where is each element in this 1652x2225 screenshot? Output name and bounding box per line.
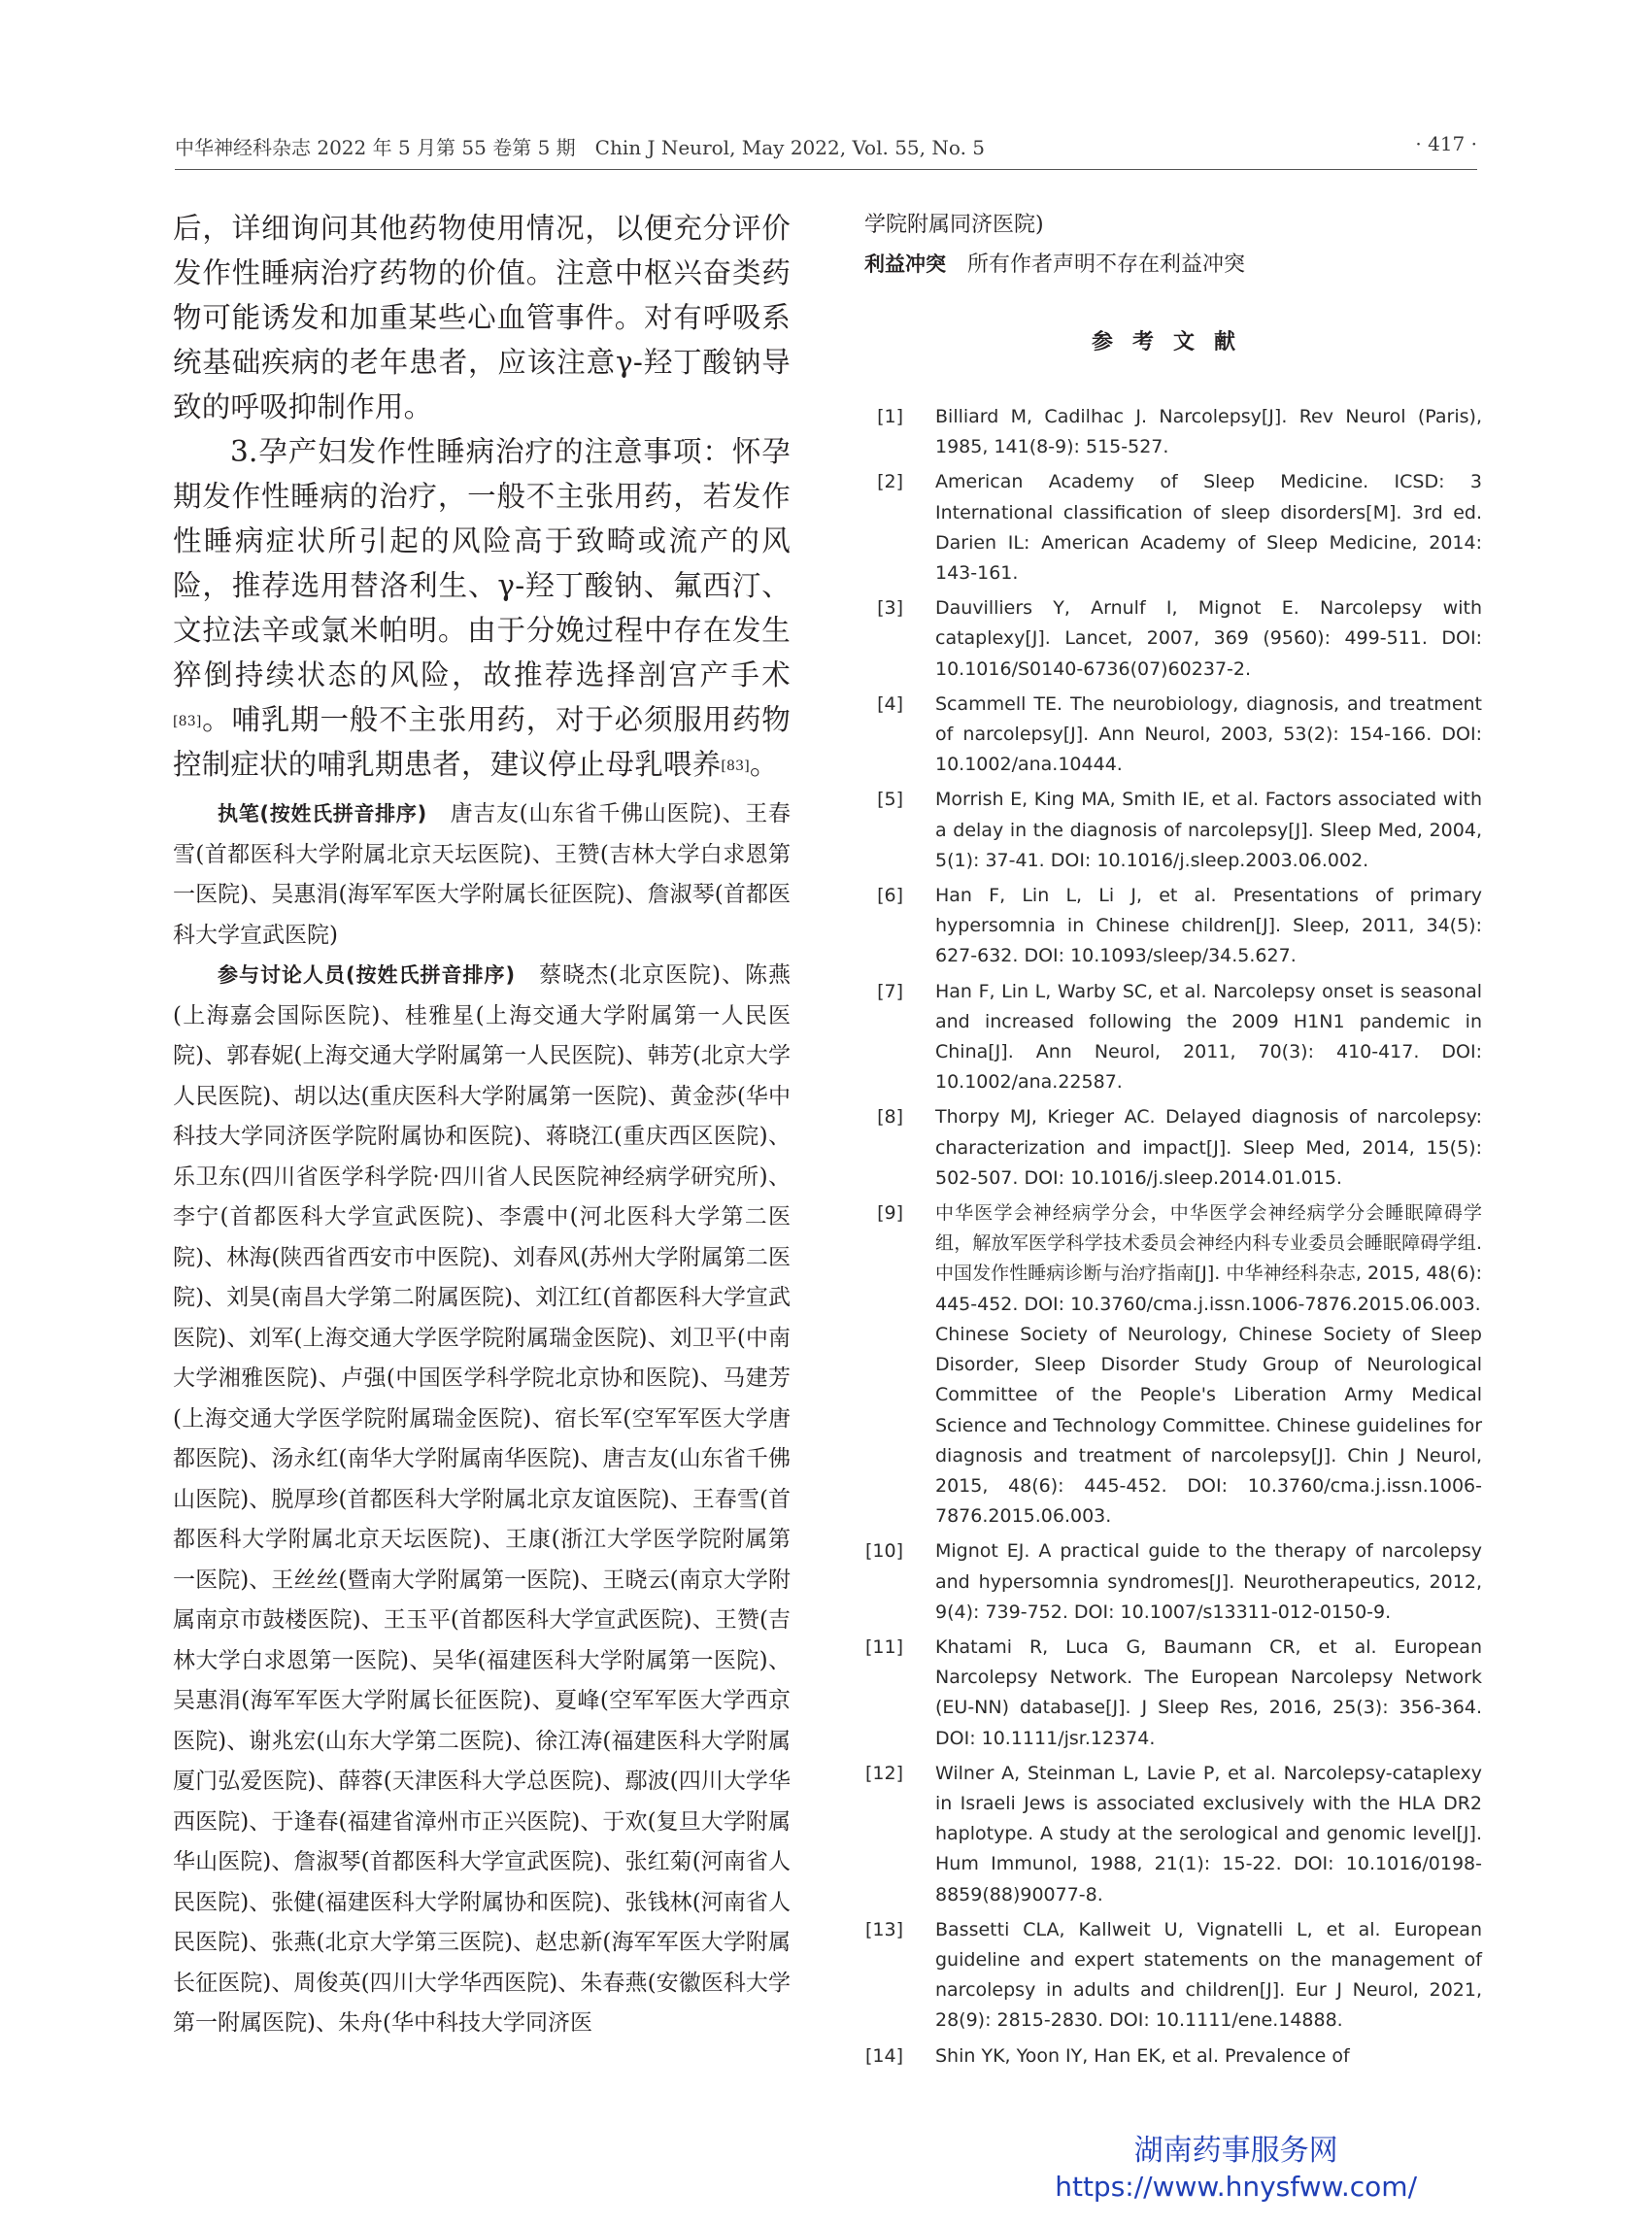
reference-text-english: Chinese Society of Neurology, Chinese Society of Sleep Disorder, Sleep Disorder Study Group of Neurological Committee of the People's Liberation Army Medical Science and Technology Committee. Chinese guidelines for diagnosis and treatment of narcolepsy[J]. Chin J Neurol, 2015, 48(6): 445-452. DOI: 10.3760/cma.j.issn.1006-7876.2015.06.003. (935, 1323, 1482, 1528)
writers-label: 执笔(按姓氏拼音排序) (218, 802, 427, 826)
reference-text: 中华医学会神经病学分会，中华医学会神经病学分会睡眠障碍学组，解放军医学科学技术委员会神经内科专业委员会睡眠障碍学组. 中国发作性睡病诊断与治疗指南[J]. 中华神经科杂志, 2015, 48(6): 445-452. DOI: 10.3760/cma.j.issn.1006-7876.2015.06.003. (935, 1202, 1482, 1315)
header-divider (175, 169, 1477, 170)
page-number: · 417 · (1415, 132, 1477, 155)
conflict-label: 利益冲突 (864, 253, 946, 276)
reference-item (864, 2041, 1482, 2072)
paragraph-text: 3.孕产妇发作性睡病治疗的注意事项：怀孕期发作性睡病的治疗，一般不主张用药，若发作性睡病症状所引起的风险高于致畸或流产的风险，推荐选用替洛利生、γ-羟丁酸钠、氟西汀、文拉法辛或氯米帕明。由于分娩过程中存在发生猝倒持续状态的风险，故推荐选择剖宫产手术 (173, 435, 791, 691)
citation-ref[interactable]: [83] (173, 714, 202, 729)
reference-text: Khatami R, Luca G, Baumann CR, et al. European Narcolepsy Network. The European Narcolepsy Network (EU-NN) database[J]. J Sleep Res, 2016, 25(3): 356-364. DOI: 10.1111/jsr.12374. (935, 1635, 1482, 1749)
reference-text: Han F, Lin L, Li J, et al. Presentations of primary hypersomnia in Chinese children[J]. Sleep, 2011, 34(5): 627-632. DOI: 10.1093/sleep/34.5.627. (935, 885, 1482, 967)
reference-item (864, 1915, 1482, 2037)
reference-number: [5] (877, 789, 903, 811)
reference-number: [11] (864, 1635, 903, 1658)
reference-item (864, 467, 1482, 589)
reference-item (864, 1536, 1482, 1628)
reference-number: [14] (864, 2044, 903, 2067)
paragraph-text: 。 (749, 748, 779, 781)
reference-text: Han F, Lin L, Warby SC, et al. Narcolepsy onset is seasonal and increased following the 2009 H1N1 pandemic in China[J]. Ann Neurol, 2011, 70(3): 410-417. DOI: 10.1002/ana.22587. (935, 980, 1482, 1094)
reference-item (864, 785, 1482, 876)
reference-item (864, 1102, 1482, 1194)
reference-item (864, 881, 1482, 972)
reference-number: [2] (877, 471, 903, 493)
writers-paragraph (173, 794, 791, 956)
writers-list: 唐吉友(山东省千佛山医院)、王春雪(首都医科大学附属北京天坛医院)、王赞(吉林大学白求恩第一医院)、吴惠涓(海军军医大学附属长征医院)、詹淑琴(首都医科大学宣武医院) (173, 801, 791, 948)
participants-continued: 学院附属同济医院) (864, 213, 1044, 237)
paragraph-text: 。哺乳期一般不主张用药，对于必须服用药物控制症状的哺乳期患者，建议停止母乳喂养 (173, 703, 791, 781)
reference-item (864, 593, 1482, 685)
reference-item (864, 977, 1482, 1098)
references-heading: 参考文献 (1091, 330, 1255, 354)
reference-text: Scammell TE. The neurobiology, diagnosis, and treatment of narcolepsy[J]. Ann Neurol, 2003, 53(2): 154-166. DOI: 10.1002/ana.10444. (935, 692, 1482, 776)
author-block (173, 794, 791, 2044)
conflict-statement (864, 245, 1482, 285)
reference-text: Morrish E, King MA, Smith IE, et al. Factors associated with a delay in the diagnosis of narcolepsy[J]. Sleep Med, 2004, 5(1): 37-41. DOI: 10.1016/j.sleep.2003.06.002. (935, 789, 1482, 871)
right-column (864, 206, 1482, 2076)
reference-item (864, 1198, 1482, 1532)
reference-number: [4] (877, 692, 903, 715)
left-column (173, 206, 791, 2044)
journal-citation: 中华神经科杂志 2022 年 5 月第 55 卷第 5 期 Chin J Neurol, May 2022, Vol. 55, No. 5 (175, 136, 986, 159)
reference-number: [6] (877, 885, 903, 907)
reference-item (864, 1633, 1482, 1754)
body-paragraph: 后，详细询问其他药物使用情况，以便充分评价发作性睡病治疗药物的价值。注意中枢兴奋类药物可能诱发和加重某些心血管事件。对有呼吸系统基础疾病的老年患者，应该注意γ-羟丁酸钠导致的呼吸抑制作用。 (173, 212, 791, 423)
reference-list (864, 402, 1482, 2072)
reference-item (864, 1759, 1482, 1910)
running-header (175, 132, 1477, 161)
reference-number: [13] (864, 1918, 903, 1940)
reference-number: [3] (877, 597, 903, 620)
reference-number: [12] (864, 1762, 903, 1784)
watermark-title: 湖南药事服务网 (1133, 2134, 1338, 2168)
reference-item (864, 690, 1482, 781)
reference-text: Shin YK, Yoon IY, Han EK, et al. Prevalence of (935, 2044, 1350, 2067)
reference-number: [8] (877, 1106, 903, 1129)
reference-text: Wilner A, Steinman L, Lavie P, et al. Narcolepsy-cataplexy in Israeli Jews is associated exclusively with the HLA DR2 haplotype. A study at the serological and genomic level[J]. Hum Immunol, 1988, 21(1): 15-22. DOI: 10.1016/0198-8859(88)90077-8. (935, 1762, 1482, 1905)
participants-list: 蔡晓杰(北京医院)、陈燕(上海嘉会国际医院)、桂雅星(上海交通大学附属第一人民医院)、郭春妮(上海交通大学附属第一人民医院)、韩芳(北京大学人民医院)、胡以达(重庆医科大学附属第一医院)、黄金莎(华中科技大学同济医学院附属协和医院)、蒋晓江(重庆西区医院)、乐卫东(四川省医学科学院·四川省人民医院神经病学研究所)、李宁(首都医科大学宣武医院)、李震中(河北医科大学第二医院)、林海(陕西省西安市中医院)、刘春风(苏州大学附属第二医院)、刘昊(南昌大学第二附属医院)、刘江红(首都医科大学宣武医院)、刘军(上海交通大学医学院附属瑞金医院)、刘卫平(中南大学湘雅医院)、卢强(中国医学科学院北京协和医院)、马建芳(上海交通大学医学院附属瑞金医院)、宿长军(空军军医大学唐都医院)、汤永红(南华大学附属南华医院)、唐吉友(山东省千佛山医院)、脱厚珍(首都医科大学附属北京友谊医院)、王春雪(首都医科大学附属北京天坛医院)、王康(浙江大学医学院附属第一医院)、王丝丝(暨南大学附属第一医院)、王晓云(南京大学附属南京市鼓楼医院)、王玉平(首都医科大学宣武医院)、王赞(吉林大学白求恩第一医院)、吴华(福建医科大学附属第一医院)、吴惠涓(海军军医大学附属长征医院)、夏峰(空军军医大学西京医院)、谢兆宏(山东大学第二医院)、徐江涛(福建医科大学附属厦门弘爱医院)、薛蓉(天津医科大学总医院)、鄢波(四川大学华西医院)、于逢春(福建省漳州市正兴医院)、于欢(复旦大学附属华山医院)、詹淑琴(首都医科大学宣武医院)、张红菊(河南省人民医院)、张健(福建医科大学附属协和医院)、张钱林(河南省人民医院)、张燕(北京大学第三医院)、赵忠新(海军军医大学附属长征医院)、周俊英(四川大学华西医院)、朱春燕(安徽医科大学第一附属医院)、朱舟(华中科技大学同济医 (173, 962, 791, 2036)
reference-text: Bassetti CLA, Kallweit U, Vignatelli L, et al. European guideline and expert statements on the management of narcolepsy in adults and children[J]. Eur J Neurol, 2021, 28(9): 2815-2830. DOI: 10.1111/ene.14888. (935, 1918, 1482, 2032)
participants-paragraph (173, 956, 791, 2044)
conflict-text: 所有作者声明不存在利益冲突 (946, 253, 1246, 277)
reference-item (864, 402, 1482, 462)
reference-text: American Academy of Sleep Medicine. ICSD: 3 International classification of sleep disorders[M]. 3rd ed. Darien IL: American Academy of Sleep Medicine, 2014: 143-161. (935, 471, 1482, 585)
reference-text: Mignot EJ. A practical guide to the therapy of narcolepsy and hypersomnia syndromes[J]. Neurotherapeutics, 2012, 9(4): 739-752. DOI: 10.1007/s13311-012-0150-9. (935, 1540, 1482, 1623)
citation-ref[interactable]: [83] (721, 759, 750, 774)
participants-label: 参与讨论人员(按姓氏拼音排序) (218, 963, 516, 987)
reference-number: [7] (877, 980, 903, 1002)
body-paragraph (173, 429, 791, 787)
watermark-url[interactable]: https://www.hnysfww.com/ (1055, 2171, 1417, 2203)
reference-number: [1] (877, 406, 903, 427)
reference-number: [10] (864, 1540, 903, 1563)
reference-text: Thorpy MJ, Krieger AC. Delayed diagnosis of narcolepsy: characterization and impact[J]. Sleep Med, 2014, 15(5): 502-507. DOI: 10.1016/j.sleep.2014.01.015. (935, 1106, 1482, 1189)
watermark (1055, 2133, 1417, 2205)
reference-text: Dauvilliers Y, Arnulf I, Mignot E. Narcolepsy with cataplexy[J]. Lancet, 2007, 369 (9560): 499-511. DOI: 10.1016/S0140-6736(07)60237-2. (935, 597, 1482, 680)
reference-text: Billiard M, Cadilhac J. Narcolepsy[J]. Rev Neurol (Paris), 1985, 141(8-9): 515-527. (935, 406, 1482, 458)
reference-number: [9] (877, 1202, 903, 1225)
